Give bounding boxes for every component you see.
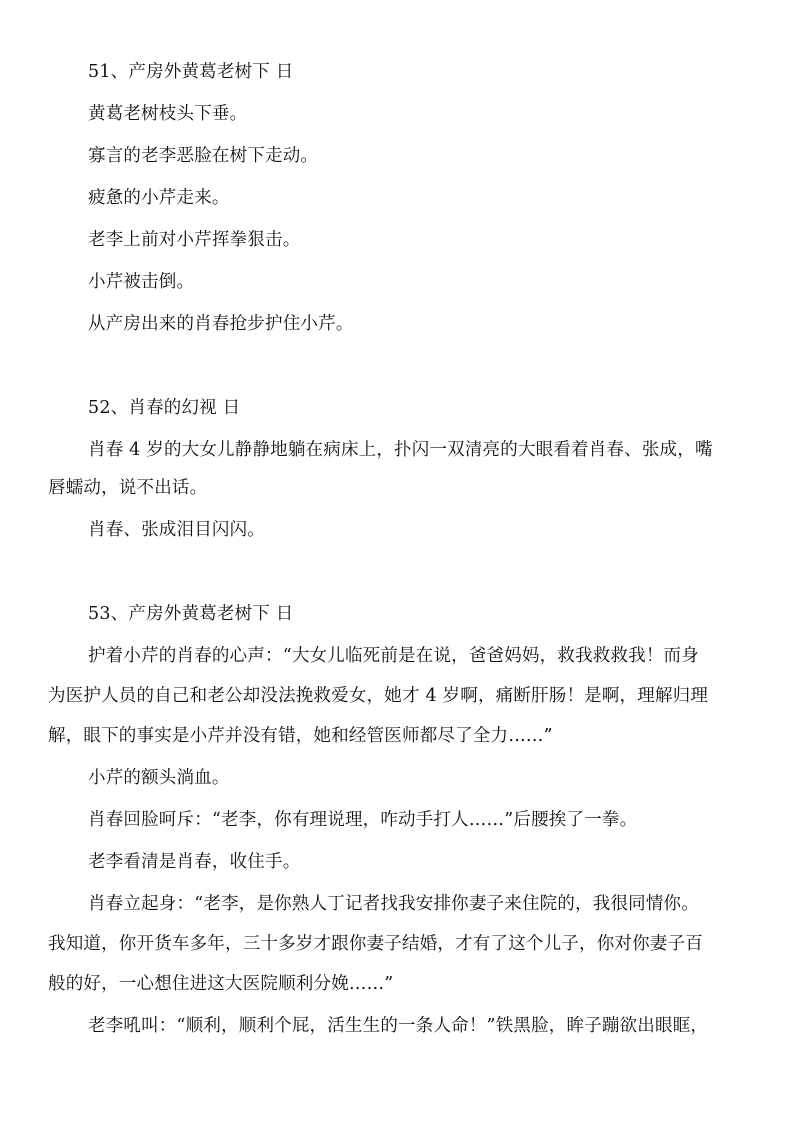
paragraph-continuation: 般的好，一心想住进这大医院顺利分娩……” [48, 974, 394, 994]
paragraph: 肖春 4 岁的大女儿静静地躺在病床上，扑闪一双清亮的大眼看着肖春、张成，嘴 [88, 440, 713, 460]
paragraph: 肖春立起身：“老李，是你熟人丁记者找我安排你妻子来住院的，我很同情你。 [88, 894, 699, 914]
scene-heading-51: 51、产房外黄葛老树下 日 [88, 62, 294, 82]
paragraph: 疲惫的小芹走来。 [88, 188, 230, 208]
paragraph: 小芹的额头淌血。 [88, 768, 230, 788]
paragraph: 从产房出来的肖春抢步护住小芹。 [88, 314, 354, 334]
paragraph: 黄葛老树枝头下垂。 [88, 104, 248, 124]
paragraph-continuation: 为医护人员的自己和老公却没法挽救爱女，她才 4 岁啊，痛断肝肠！是啊，理解归理 [48, 686, 709, 706]
paragraph-continuation: 唇蠕动，说不出话。 [48, 478, 208, 498]
paragraph-continuation: 解，眼下的事实是小芹并没有错，她和经管医师都尽了全力……” [48, 726, 553, 746]
scene-heading-52: 52、肖春的幻视 日 [88, 398, 241, 418]
paragraph: 肖春回脸呵斥：“老李，你有理说理，咋动手打人……”后腰挨了一拳。 [88, 810, 638, 830]
paragraph: 老李上前对小芹挥拳狠击。 [88, 230, 301, 250]
paragraph: 寡言的老李恶脸在树下走动。 [88, 146, 319, 166]
paragraph: 肖春、张成泪目闪闪。 [88, 520, 265, 540]
paragraph: 护着小芹的肖春的心声：“大女儿临死前是在说，爸爸妈妈，救我救救我！而身 [88, 646, 699, 666]
paragraph: 老李看清是肖春，收住手。 [88, 852, 301, 872]
paragraph-continuation: 我知道，你开货车多年，三十多岁才跟你妻子结婚，才有了这个儿子，你对你妻子百 [48, 934, 703, 954]
paragraph: 小芹被击倒。 [88, 272, 195, 292]
scene-heading-53: 53、产房外黄葛老树下 日 [88, 604, 294, 624]
paragraph: 老李吼叫：“顺利，顺利个屁，活生生的一条人命！”铁黑脸，眸子蹦欲出眼眶， [88, 1016, 709, 1036]
